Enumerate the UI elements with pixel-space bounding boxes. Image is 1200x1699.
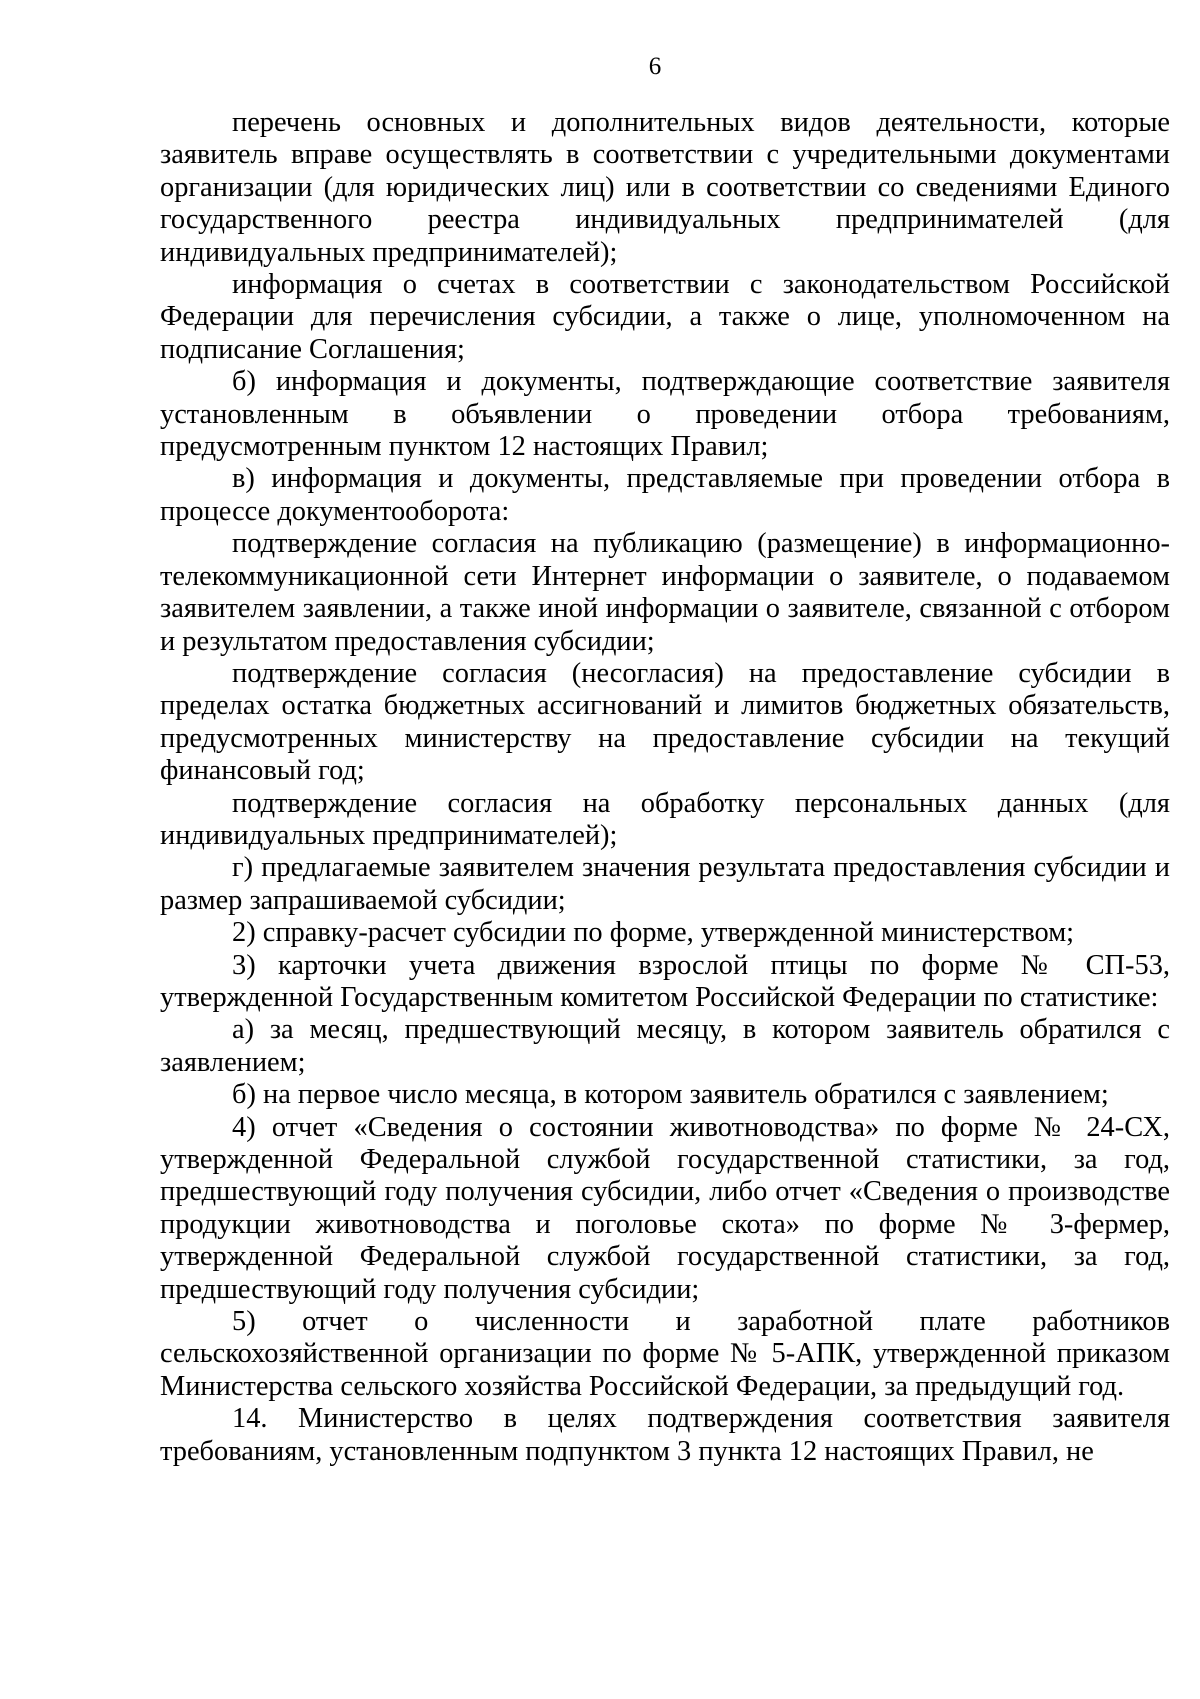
paragraph-personal-data-consent: подтверждение согласия на обработку персональных данных (для индивидуальных предпринимателей); <box>160 787 1170 851</box>
paragraph-item-v-docflow: в) информация и документы, представляемые при проведении отбора в процессе документооборота: <box>160 463 1170 527</box>
paragraph-item-3a-previous-month: а) за месяц, предшествующий месяцу, в котором заявитель обратился с заявлением; <box>160 1014 1170 1078</box>
page-number: 6 <box>648 53 662 80</box>
paragraph-section-14: 14. Министерство в целях подтверждения соответствия заявителя требованиям, установленным подпунктом 3 пункта 12 настоящих Правил, не <box>160 1403 1170 1467</box>
document-body <box>160 107 1170 1468</box>
paragraph-budget-consent: подтверждение согласия (несогласия) на предоставление субсидии в пределах остатка бюджетных ассигнований и лимитов бюджетных обязательств, предусмотренных министерству на предоставление субсидии на текущий финансовый год; <box>160 657 1170 787</box>
paragraph-bank-accounts: информация о счетах в соответствии с законодательством Российской Федерации для перечисления субсидии, а также о лице, уполномоченном на подписание Соглашения; <box>160 269 1170 365</box>
paragraph-activities-list: перечень основных и дополнительных видов деятельности, которые заявитель вправе осуществлять в соответствии с учредительными документами организации (для юридических лиц) или в соответствии со сведениями Единого государственного реестра индивидуальных предпринимателей (для индивидуальных предпринимателей); <box>160 107 1170 268</box>
paragraph-item-2-calculation: 2) справку-расчет субсидии по форме, утвержденной министерством; <box>232 917 1075 949</box>
paragraph-item-4-livestock-report: 4) отчет «Сведения о состоянии животноводства» по форме № 24-СХ, утвержденной Федеральной службой государственной статистики, за год, предшествующий году получения субсидии, либо отчет «Сведения о производстве продукции животноводства и поголовье скота» по форме № 3-фермер, утвержденной Федеральной службой государственной статистики, за год, предшествующий году получения субсидии; <box>160 1111 1170 1305</box>
paragraph-publication-consent: подтверждение согласия на публикацию (размещение) в информационно-телекоммуникационной сети Интернет информации о заявителе, о подаваемом заявителем заявлении, а также иной информации о заявителе, связанной с отбором и результатом предоставления субсидии; <box>160 528 1170 657</box>
paragraph-item-g-result-values: г) предлагаемые заявителем значения результата предоставления субсидии и размер запрашиваемой субсидии; <box>160 852 1170 916</box>
paragraph-item-3b-first-day: б) на первое число месяца, в котором заявитель обратился с заявлением; <box>232 1079 1109 1111</box>
paragraph-item-3-poultry-cards: 3) карточки учета движения взрослой птицы по форме № СП-53, утвержденной Государственным комитетом Российской Федерации по статистике: <box>160 949 1170 1013</box>
paragraph-item-b-compliance: б) информация и документы, подтверждающие соответствие заявителя установленным в объявлении о проведении отбора требованиям, предусмотренным пунктом 12 настоящих Правил; <box>160 366 1170 463</box>
paragraph-item-5-employees-report: 5) отчет о численности и заработной плате работников сельскохозяйственной организации по форме № 5-АПК, утвержденной приказом Министерства сельского хозяйства Российской Федерации, за предыдущий год. <box>160 1306 1170 1402</box>
